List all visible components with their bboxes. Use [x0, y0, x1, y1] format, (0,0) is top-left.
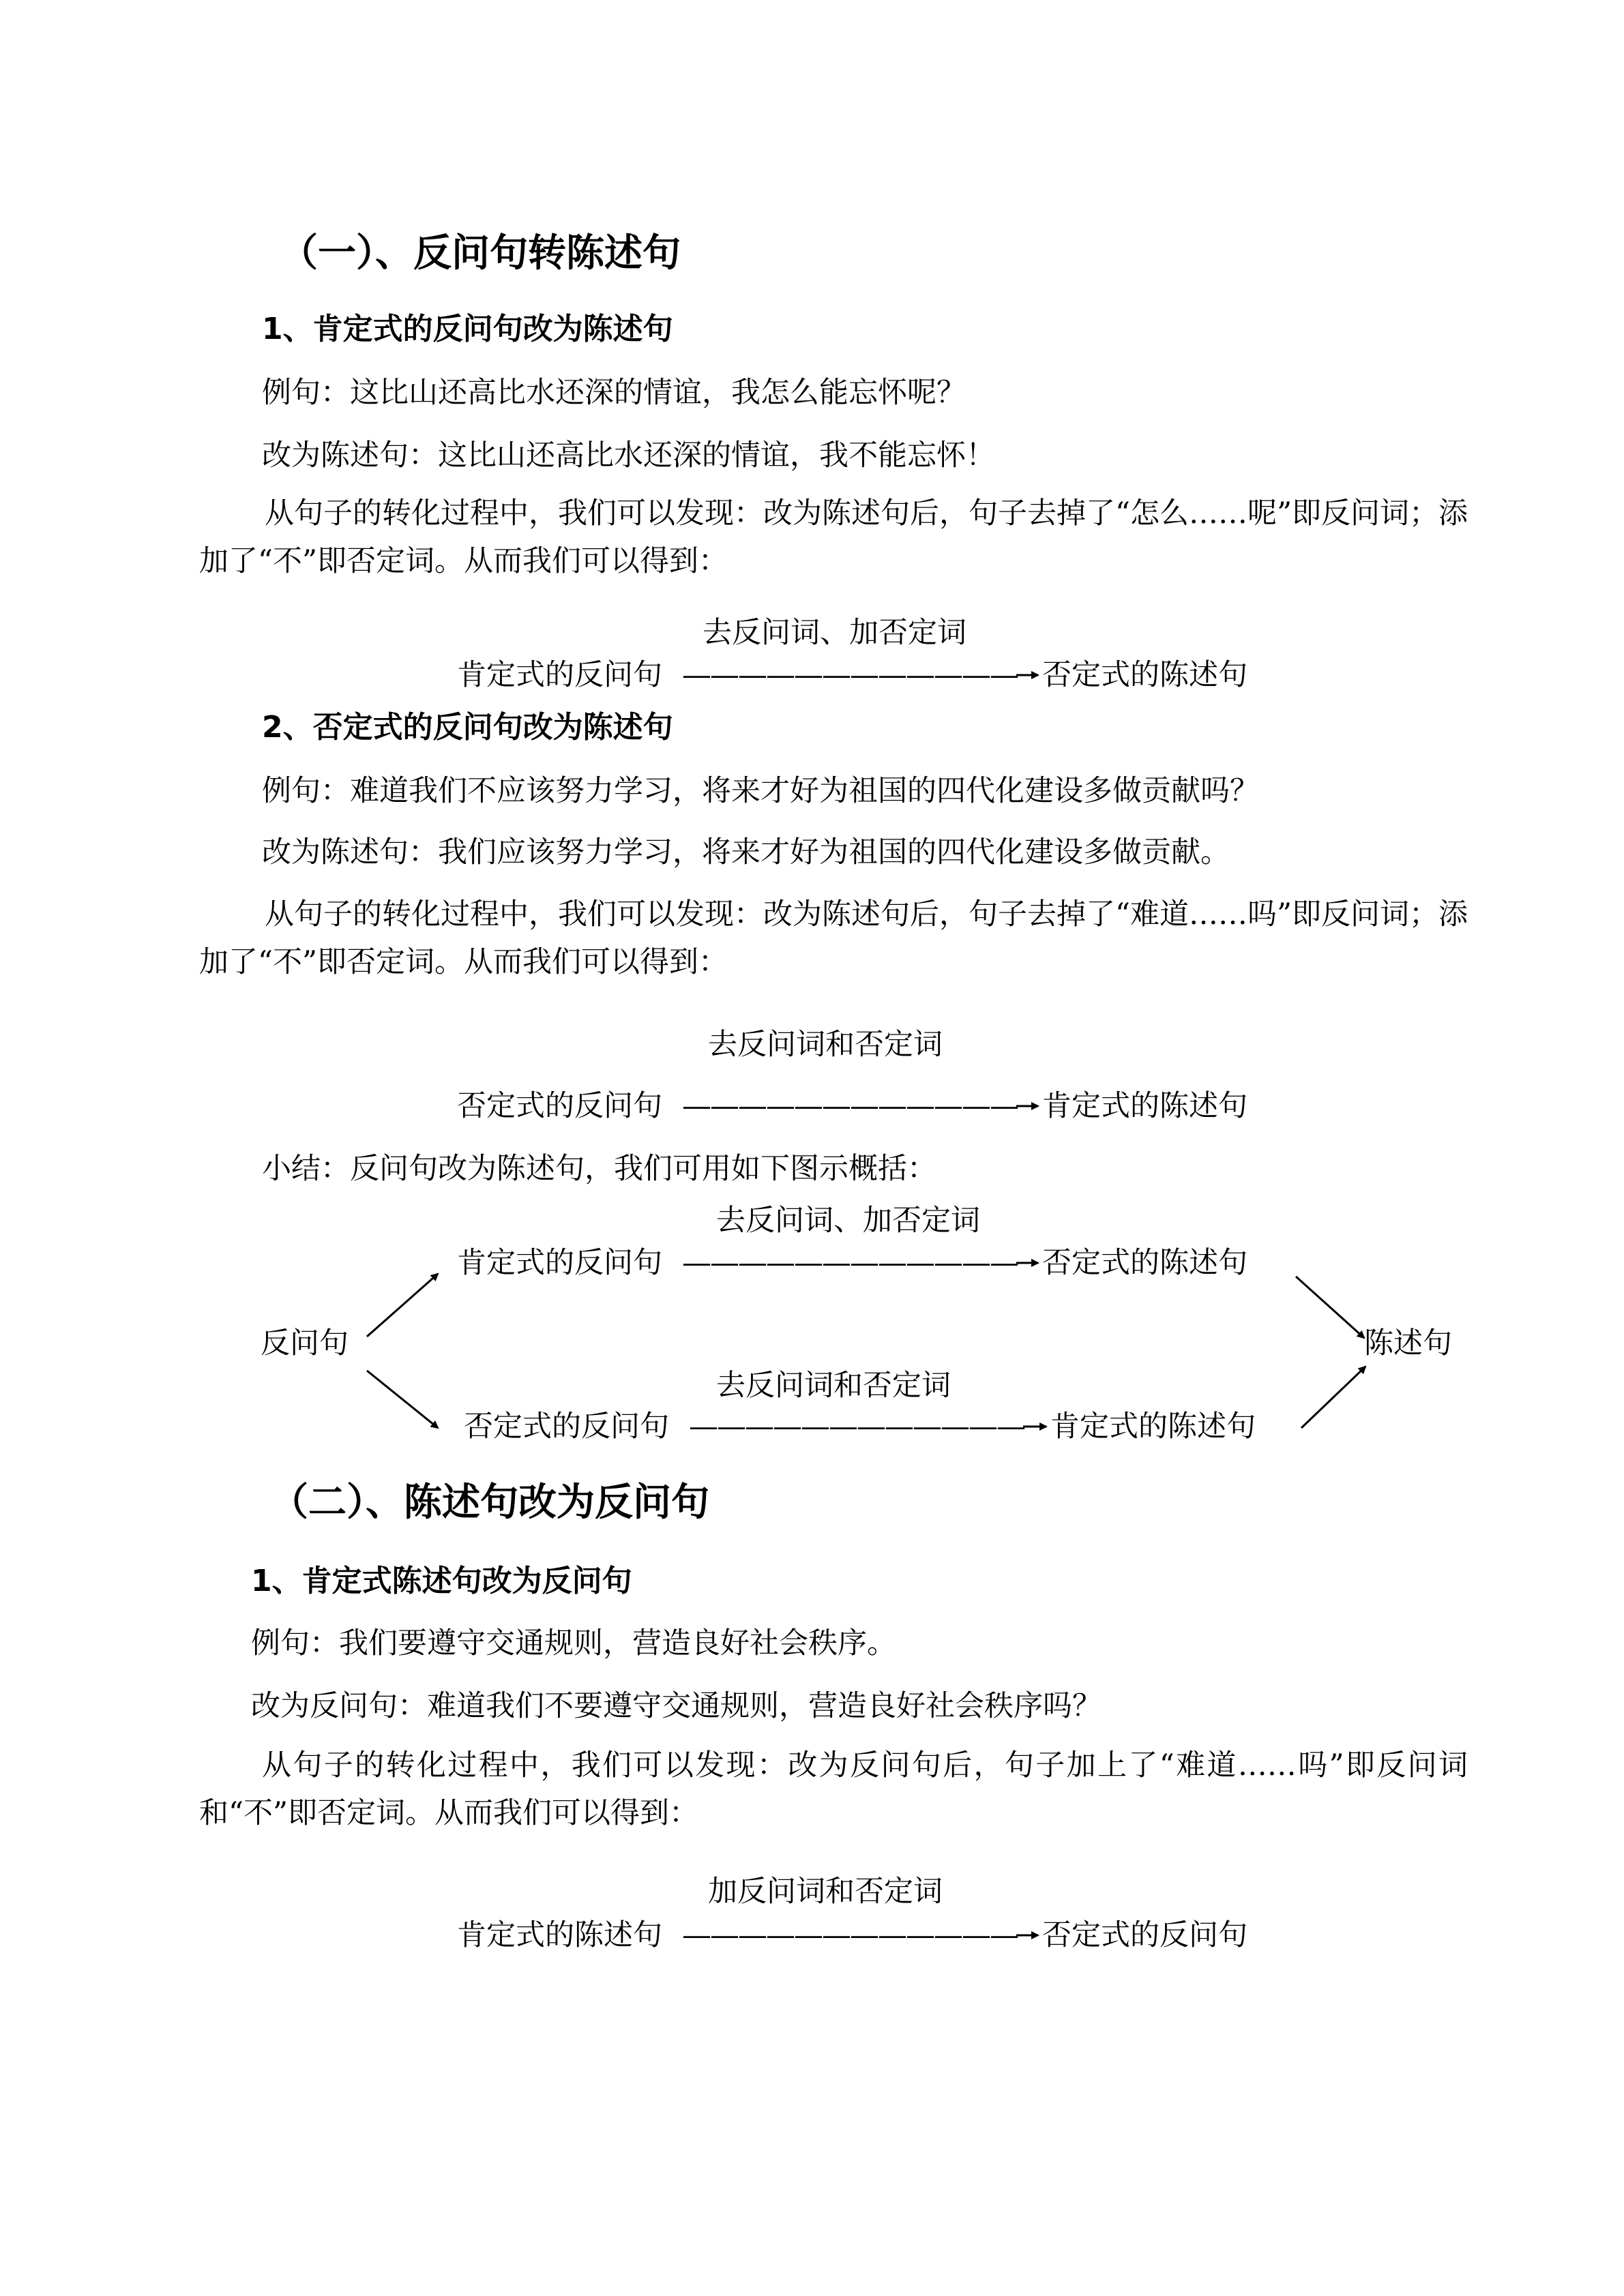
flow3-line: ———————————— — [682, 1918, 1018, 1952]
section1-sub1-heading: 1、肯定式的反问句改为陈述句 — [262, 312, 673, 346]
flow1-to: 否定式的陈述句 — [1042, 658, 1247, 692]
section1-title: （一）、反问句转陈述句 — [280, 231, 681, 275]
flow1-from: 肯定式的反问句 — [457, 658, 662, 692]
summary-bottom-to: 肯定式的陈述句 — [1050, 1410, 1256, 1444]
summary-intro: 小结：反问句改为陈述句，我们可用如下图示概括： — [262, 1152, 936, 1186]
flow3-label: 加反问词和否定词 — [708, 1875, 943, 1909]
section1-sub2-heading: 2、否定式的反问句改为陈述句 — [262, 710, 673, 745]
summary-top-label: 去反问词、加否定词 — [716, 1204, 980, 1238]
section1-sub2-converted: 改为陈述句：我们应该努力学习，将来才好为祖国的四代化建设多做贡献。 — [262, 835, 1230, 869]
section1-sub1-example: 例句：这比山还高比水还深的情谊，我怎么能忘怀呢？ — [262, 376, 966, 410]
arrow-left-to-top — [367, 1274, 438, 1337]
section2-sub1-explanation: 从句子的转化过程中，我们可以发现：改为反问句后，句子加上了“难道……吗”即反问词和“不”即否定词。从而我们可以得到： — [199, 1748, 1468, 1830]
summary-bottom-from: 否定式的反问句 — [464, 1410, 669, 1444]
summary-bottom-line: ———————————— — [689, 1410, 1024, 1444]
flow3-to: 否定式的反问句 — [1042, 1918, 1247, 1952]
flow2-from: 否定式的反问句 — [457, 1089, 662, 1123]
section1-sub2-explanation: 从句子的转化过程中，我们可以发现：改为陈述句后，句子去掉了“难道……吗”即反问词；添加了“不”即否定词。从而我们可以得到： — [199, 897, 1468, 979]
section2-sub1-heading: 1、肯定式陈述句改为反问句 — [251, 1564, 632, 1598]
flow2-to: 肯定式的陈述句 — [1042, 1089, 1247, 1123]
section2-sub1-converted: 改为反问句：难道我们不要遵守交通规则，营造良好社会秩序吗？ — [251, 1689, 1102, 1723]
summary-top-to: 否定式的陈述句 — [1042, 1246, 1247, 1280]
arrow-left-to-bottom — [367, 1371, 438, 1428]
summary-bottom-label: 去反问词和否定词 — [716, 1369, 951, 1403]
arrow-bottom-to-right — [1301, 1367, 1365, 1428]
flow2-line: ———————————— — [682, 1089, 1018, 1123]
flow2-label: 去反问词和否定词 — [708, 1028, 943, 1062]
flow1-label: 去反问词、加否定词 — [703, 616, 966, 650]
section1-sub1-converted: 改为陈述句：这比山还高比水还深的情谊，我不能忘怀！ — [262, 438, 995, 473]
summary-top-from: 肯定式的反问句 — [457, 1246, 662, 1280]
section1-sub1-explanation: 从句子的转化过程中，我们可以发现：改为陈述句后，句子去掉了“怎么……呢”即反问词；添加了“不”即否定词。从而我们可以得到： — [199, 496, 1468, 578]
flow1-line: ———————————— — [682, 658, 1018, 692]
section2-sub1-example: 例句：我们要遵守交通规则，营造良好社会秩序。 — [251, 1626, 896, 1660]
section2-title: （二）、陈述句改为反问句 — [270, 1480, 709, 1525]
section1-sub2-example: 例句：难道我们不应该努力学习，将来才好为祖国的四代化建设多做贡献吗？ — [262, 774, 1259, 808]
summary-top-line: ———————————— — [682, 1246, 1018, 1280]
summary-right-node: 陈述句 — [1364, 1326, 1452, 1360]
summary-left-node: 反问句 — [261, 1326, 349, 1360]
flow3-from: 肯定式的陈述句 — [457, 1918, 662, 1952]
arrow-top-to-right — [1296, 1277, 1364, 1338]
